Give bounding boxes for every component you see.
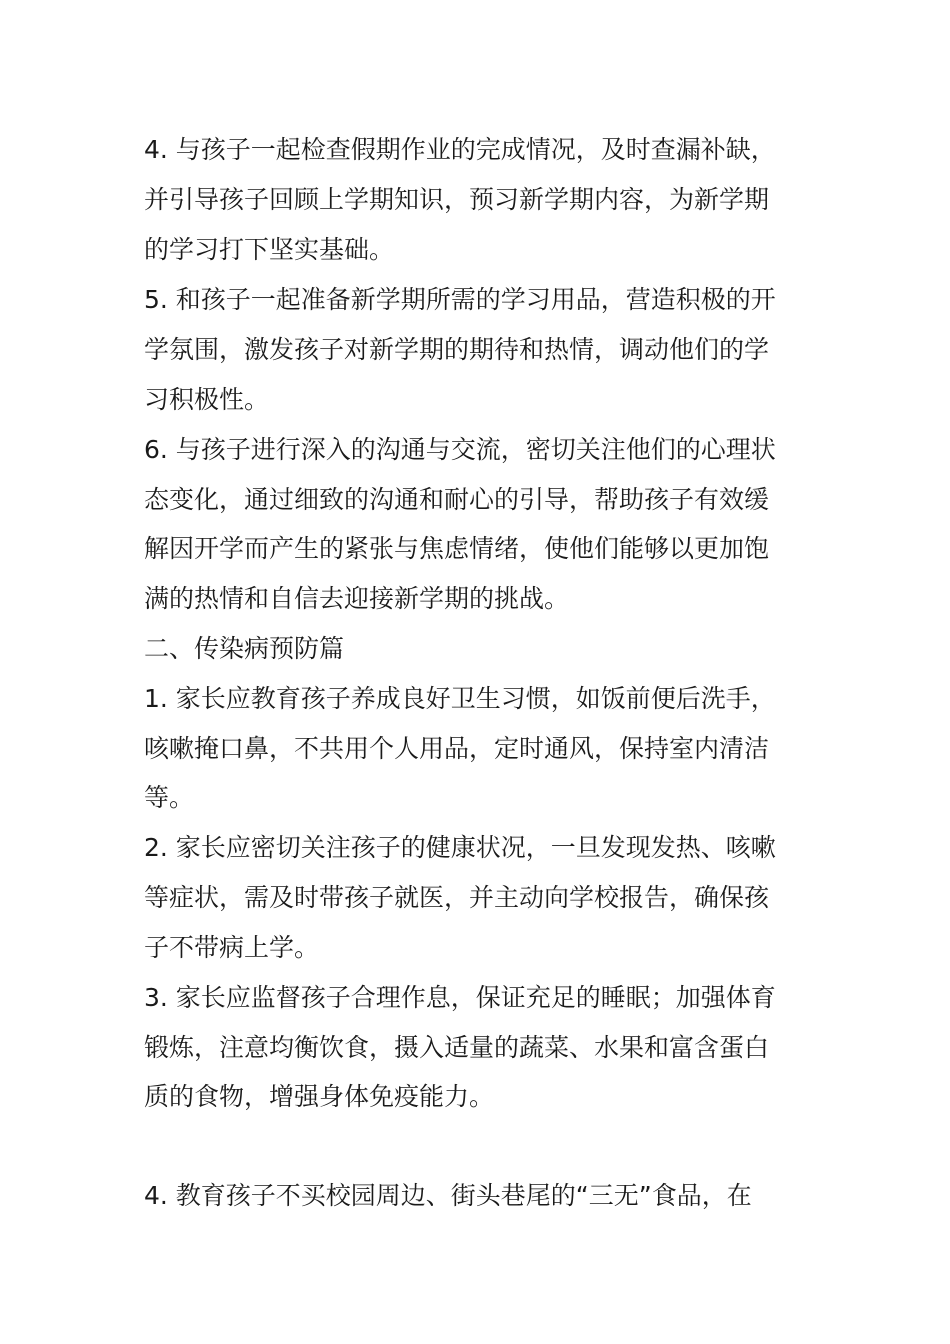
text-line: 并引导孩子回顾上学期知识，预习新学期内容，为新学期	[144, 185, 770, 214]
text-line: 4. 与孩子一起检查假期作业的完成情况，及时查漏补缺，	[144, 135, 776, 164]
text-line: 锻炼，注意均衡饮食，摄入适量的蔬菜、水果和富含蛋白	[144, 1033, 770, 1062]
text-line: 子不带病上学。	[144, 933, 320, 962]
text-line: 的学习打下坚实基础。	[144, 235, 395, 264]
text-line: 2. 家长应密切关注孩子的健康状况，一旦发现发热、咳嗽	[144, 833, 776, 862]
text-line: 质的食物，增强身体免疫能力。	[144, 1082, 495, 1111]
text-line: 等症状，需及时带孩子就医，并主动向学校报告，确保孩	[144, 883, 770, 912]
text-line: 6. 与孩子进行深入的沟通与交流，密切关注他们的心理状	[144, 435, 776, 464]
text-line: 等。	[144, 783, 195, 812]
text-line: 学氛围，激发孩子对新学期的期待和热情，调动他们的学	[144, 335, 770, 364]
text-line: 态变化，通过细致的沟通和耐心的引导，帮助孩子有效缓	[144, 485, 770, 514]
text-line: 习积极性。	[144, 385, 270, 414]
text-line: 1. 家长应教育孩子养成良好卫生习惯，如饭前便后洗手，	[144, 684, 776, 713]
text-line: 咳嗽掩口鼻，不共用个人用品，定时通风，保持室内清洁	[144, 734, 770, 763]
text-line: 5. 和孩子一起准备新学期所需的学习用品，营造积极的开	[144, 285, 776, 314]
text-line: 满的热情和自信去迎接新学期的挑战。	[144, 584, 570, 613]
section-heading: 二、传染病预防篇	[144, 634, 345, 663]
text-line: 3. 家长应监督孩子合理作息，保证充足的睡眠；加强体育	[144, 983, 776, 1012]
text-line: 4. 教育孩子不买校园周边、街头巷尾的“三无”食品，在	[144, 1181, 752, 1210]
text-line: 解因开学而产生的紧张与焦虑情绪，使他们能够以更加饱	[144, 534, 770, 563]
